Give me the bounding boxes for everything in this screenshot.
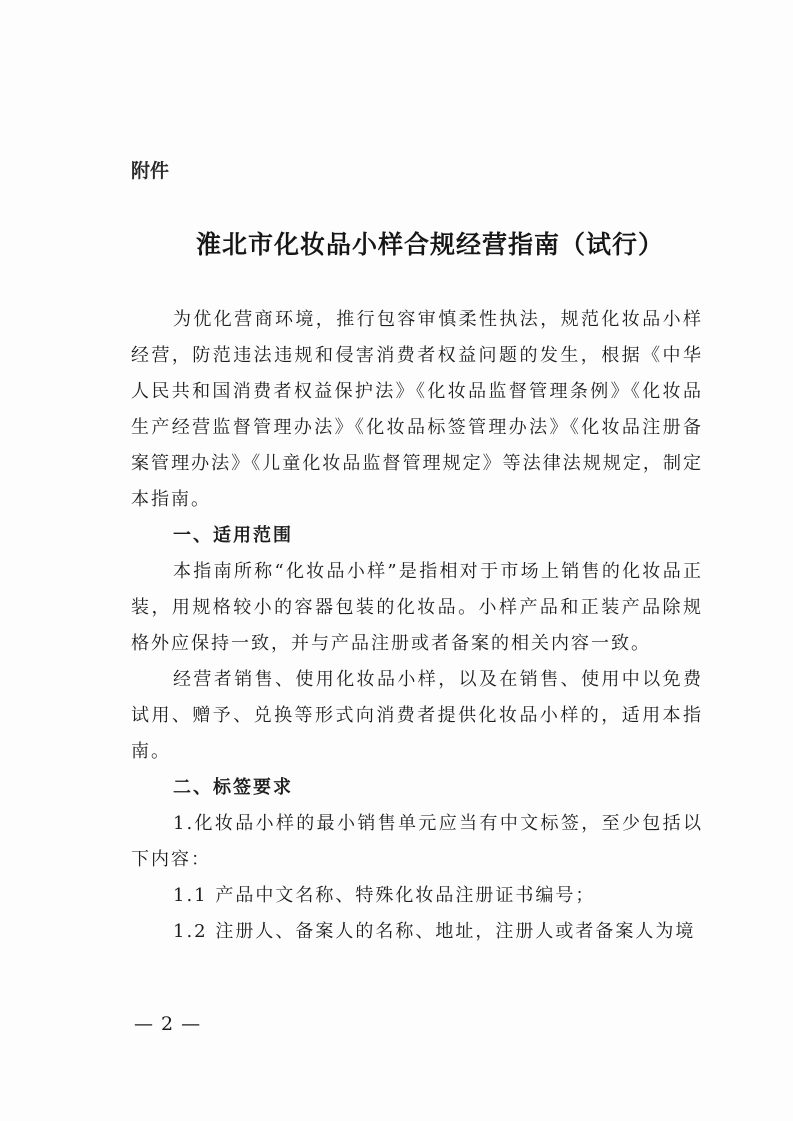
- section-heading-label-requirements: 二、标签要求: [173, 777, 293, 798]
- attachment-label: 附件: [131, 160, 170, 182]
- scope-paragraph-1: 本指南所称“化妆品小样”是指相对于市场上销售的化妆品正装，用规格较小的容器包装的化妆品。小样产品和正装产品除规格外应保持一致，并与产品注册或者备案的相关内容一致。: [131, 561, 703, 654]
- intro-paragraph: 为优化营商环境，推行包容审慎柔性执法，规范化妆品小样经营，防范违法违规和侵害消费者权益问题的发生，根据《中华人民共和国消费者权益保护法》《化妆品监督管理条例》《化妆品生产经营监督管理办法》《化妆品标签管理办法》《化妆品注册备案管理办法》《儿童化妆品监督管理规定》等法律法规规定，制定本指南。: [131, 309, 703, 510]
- scope-paragraph-2: 经营者销售、使用化妆品小样，以及在销售、使用中以免费试用、赠予、兑换等形式向消费者提供化妆品小样的，适用本指南。: [131, 669, 703, 762]
- document-body: [131, 302, 703, 950]
- section-heading-scope: 一、适用范围: [173, 525, 293, 546]
- page-number: — 2 —: [134, 1013, 202, 1035]
- label-requirements-item-1: 1.1 产品中文名称、特殊化妆品注册证书编号；: [173, 885, 596, 906]
- document-title: 淮北市化妆品小样合规经营指南（试行）: [195, 230, 664, 259]
- label-requirements-paragraph: 1.化妆品小样的最小销售单元应当有中文标签，至少包括以下内容：: [131, 813, 703, 870]
- label-requirements-item-2: 1.2 注册人、备案人的名称、地址，注册人或者备案人为境: [173, 921, 696, 942]
